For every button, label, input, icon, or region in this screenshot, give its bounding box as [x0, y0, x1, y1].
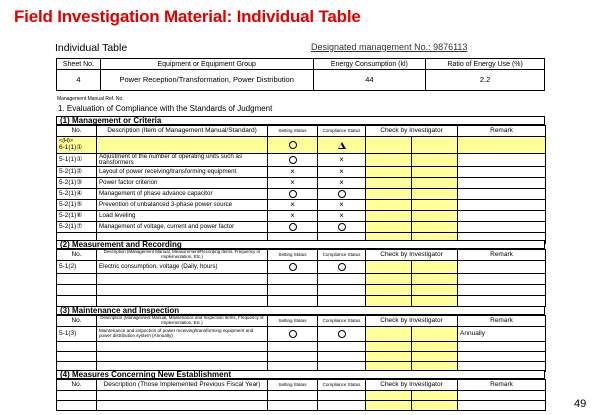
investigator-check-cell[interactable] [366, 167, 412, 178]
maintenance-inspection-table [56, 315, 546, 372]
investigator-check-cell[interactable] [412, 137, 458, 154]
table-row [57, 285, 546, 296]
compliance-status-cell [318, 178, 366, 189]
investigator-check-cell[interactable] [366, 285, 412, 296]
column-header-row [57, 250, 546, 261]
col-header-description: Description (Management Manual, Measurement/Recording Items, Frequency of Implementation, Etc.) [97, 250, 268, 261]
investigator-check-cell[interactable] [366, 200, 412, 211]
row-number: 5-2(1)④ [57, 189, 97, 200]
row-number: 5-1(2) [57, 261, 97, 274]
compliance-status-cell [318, 391, 366, 401]
setting-status-cell [268, 189, 318, 200]
cross-mark-icon: × [290, 200, 295, 210]
compliance-status-cell [318, 274, 366, 285]
table-row [57, 296, 546, 307]
setting-status-cell [268, 137, 318, 154]
row-description [97, 352, 268, 362]
col-header-no: No. [57, 316, 97, 327]
cross-mark-icon: × [290, 211, 295, 221]
compliance-status-cell [318, 200, 366, 211]
investigator-check-cell[interactable] [412, 167, 458, 178]
col-header-remark: Remark [458, 380, 546, 391]
row-description [97, 296, 268, 307]
header-equipment: Equipment or Equipment Group [100, 59, 313, 70]
setting-status-cell [268, 261, 318, 274]
investigator-check-cell[interactable] [412, 274, 458, 285]
remark-cell[interactable] [458, 200, 546, 211]
investigator-check-cell[interactable] [366, 189, 412, 200]
investigator-check-cell[interactable] [412, 296, 458, 307]
equipment-summary-table [56, 58, 545, 91]
col-header-setting-status: Setting Status [268, 380, 318, 391]
header-energy-consumption: Energy Consumption (kl) [313, 59, 426, 70]
compliance-status-cell [318, 285, 366, 296]
setting-status-cell [268, 342, 318, 352]
row-description [97, 137, 268, 154]
col-header-compliance-status: Compliance Status [318, 126, 366, 137]
cross-mark-icon: × [339, 211, 344, 221]
row-description: Electric consumption, voltage (Daily, hours) [97, 261, 268, 274]
measurement-recording-table [56, 249, 546, 307]
table-row [57, 167, 546, 178]
row-number [57, 285, 97, 296]
col-header-no: No. [57, 250, 97, 261]
remark-cell[interactable] [458, 401, 546, 411]
row-description [97, 391, 268, 401]
circle-mark-icon [338, 330, 346, 338]
circle-mark-icon [289, 223, 297, 231]
investigator-check-cell[interactable] [366, 274, 412, 285]
row-description [97, 401, 268, 411]
remark-cell[interactable]: Annually [458, 327, 546, 342]
investigator-check-cell[interactable] [412, 200, 458, 211]
table-row [57, 352, 546, 362]
investigator-check-cell[interactable] [412, 352, 458, 362]
table-row [57, 200, 546, 211]
evaluation-title: 1. Evaluation of Compliance with the Standards of Judgment [58, 104, 273, 113]
cross-mark-icon: × [290, 178, 295, 188]
col-header-check-by-investigator: Check by Investigator [366, 250, 458, 261]
col-header-setting-status: Setting Status [268, 126, 318, 137]
investigator-check-cell[interactable] [366, 391, 412, 401]
table-row [57, 274, 546, 285]
row-number [57, 342, 97, 352]
compliance-status-cell [318, 211, 366, 222]
cross-mark-icon: × [339, 178, 344, 188]
col-header-no: No. [57, 126, 97, 137]
col-header-no: No. [57, 380, 97, 391]
column-header-row [57, 126, 546, 137]
row-label: <(H)> [59, 138, 74, 144]
remark-cell[interactable] [458, 189, 546, 200]
row-number: 5-2(1)⑥ [57, 211, 97, 222]
remark-cell[interactable] [458, 211, 546, 222]
investigator-check-cell[interactable] [366, 154, 412, 167]
investigator-check-cell[interactable] [366, 401, 412, 411]
compliance-status-cell [318, 189, 366, 200]
compliance-status-cell [318, 261, 366, 274]
table-row [57, 137, 546, 154]
circle-mark-icon [289, 263, 297, 271]
section-title-management: (1) Management or Criteria [56, 116, 545, 125]
remark-cell[interactable] [458, 352, 546, 362]
circle-mark-icon [289, 330, 297, 338]
row-number [57, 274, 97, 285]
cross-mark-icon: × [339, 155, 344, 165]
investigator-check-cell[interactable] [366, 352, 412, 362]
row-description: Power factor criterion [97, 178, 268, 189]
table-row [57, 154, 546, 167]
investigator-check-cell[interactable] [412, 327, 458, 342]
setting-status-cell [268, 401, 318, 411]
setting-status-cell [268, 352, 318, 362]
row-number: 5-2(1)③ [57, 178, 97, 189]
setting-status-cell [268, 211, 318, 222]
investigator-check-cell[interactable] [412, 391, 458, 401]
col-header-remark: Remark [458, 250, 546, 261]
setting-status-cell [268, 327, 318, 342]
row-number: 5-2(1)⑤ [57, 200, 97, 211]
compliance-status-cell [318, 222, 366, 233]
header-sheet-no: Sheet No. [57, 59, 101, 70]
row-description: Layout of power receiving/transforming equipment [97, 167, 268, 178]
setting-status-cell [268, 178, 318, 189]
setting-status-cell [268, 167, 318, 178]
investigator-check-cell[interactable] [412, 154, 458, 167]
remark-cell[interactable] [458, 285, 546, 296]
col-header-check-by-investigator: Check by Investigator [366, 126, 458, 137]
investigator-check-cell[interactable] [412, 222, 458, 233]
row-number: 5-1(3) [57, 327, 97, 342]
compliance-status-cell [318, 154, 366, 167]
compliance-status-cell [318, 327, 366, 342]
subtitle: Individual Table [55, 42, 128, 54]
investigator-check-cell[interactable] [412, 342, 458, 352]
col-header-check-by-investigator: Check by Investigator [366, 316, 458, 327]
new-establishment-table [56, 379, 546, 411]
col-header-remark: Remark [458, 316, 546, 327]
remark-cell[interactable] [458, 222, 546, 233]
remark-cell[interactable] [458, 391, 546, 401]
table-row [57, 222, 546, 233]
investigator-check-cell[interactable] [366, 178, 412, 189]
table-row [57, 261, 546, 274]
col-header-description: Description (Those Implemented Previous Fiscal Year) [97, 380, 268, 391]
ratio-energy-use-value: 2.2 [426, 70, 545, 91]
column-header-row [57, 380, 546, 391]
cross-mark-icon: × [339, 167, 344, 177]
compliance-status-cell [318, 137, 366, 154]
setting-status-cell [268, 222, 318, 233]
page-title: Field Investigation Material: Individual Table [14, 7, 361, 26]
remark-cell[interactable] [458, 296, 546, 307]
setting-status-cell [268, 296, 318, 307]
table-row [57, 178, 546, 189]
investigator-check-cell[interactable] [412, 211, 458, 222]
remark-cell[interactable] [458, 137, 546, 154]
table-row [57, 327, 546, 342]
energy-consumption-value: 44 [313, 70, 426, 91]
column-header-row [57, 316, 546, 327]
equipment-value: Power Reception/Transformation, Power Distribution [100, 70, 313, 91]
row-description: Management of phase advance capacitor [97, 189, 268, 200]
row-description [97, 342, 268, 352]
row-description: Load leveling [97, 211, 268, 222]
remark-cell[interactable] [458, 261, 546, 274]
section-title-maintenance: (3) Maintenance and Inspection [56, 306, 545, 315]
col-header-compliance-status: Compliance Status [318, 380, 366, 391]
management-criteria-table [56, 125, 546, 244]
table-row [57, 189, 546, 200]
section-title-measurement: (2) Measurement and Recording [56, 240, 545, 249]
setting-status-cell [268, 200, 318, 211]
row-number [57, 137, 97, 154]
investigator-check-cell[interactable] [412, 261, 458, 274]
investigator-check-cell[interactable] [412, 178, 458, 189]
compliance-status-cell [318, 167, 366, 178]
row-number [57, 352, 97, 362]
row-number [57, 401, 97, 411]
row-description: Maintenance and inspection of power receiving/transforming equipment and power distribution system (Annually) [97, 327, 268, 342]
row-number: 5-1(1)① [57, 154, 97, 167]
cross-mark-icon: × [339, 200, 344, 210]
circle-mark-icon [338, 223, 346, 231]
circle-mark-icon [289, 141, 297, 149]
compliance-status-cell [318, 352, 366, 362]
management-manual-ref: Management Manual Ref. No. [57, 96, 124, 102]
setting-status-cell [268, 274, 318, 285]
circle-mark-icon [289, 156, 297, 164]
remark-cell[interactable] [458, 178, 546, 189]
setting-status-cell [268, 391, 318, 401]
row-description: Management of voltage, current and power factor [97, 222, 268, 233]
row-number: 5-2(1)⑦ [57, 222, 97, 233]
row-number: 5-2(1)② [57, 167, 97, 178]
col-header-remark: Remark [458, 126, 546, 137]
investigator-check-cell[interactable] [366, 296, 412, 307]
col-header-description: Description (Item of Management Manual/Standard) [97, 126, 268, 137]
compliance-status-cell [318, 342, 366, 352]
table-row [57, 211, 546, 222]
cross-mark-icon: × [290, 167, 295, 177]
col-header-compliance-status: Compliance Status [318, 316, 366, 327]
col-header-compliance-status: Compliance Status [318, 250, 366, 261]
remark-cell[interactable] [458, 342, 546, 352]
investigator-check-cell[interactable] [366, 327, 412, 342]
col-header-setting-status: Setting Status [268, 250, 318, 261]
table-row [57, 391, 546, 401]
col-header-setting-status: Setting Status [268, 316, 318, 327]
row-number-value: 6-1(1)① [59, 143, 83, 151]
investigator-check-cell[interactable] [366, 261, 412, 274]
investigator-check-cell[interactable] [366, 222, 412, 233]
circle-mark-icon [338, 190, 346, 198]
circle-mark-icon [338, 263, 346, 271]
remark-cell[interactable] [458, 274, 546, 285]
compliance-status-cell [318, 401, 366, 411]
header-ratio-energy-use: Ratio of Energy Use (%) [426, 59, 545, 70]
designated-management-no: Designated management No.: 9876113 [311, 42, 468, 52]
table-row [57, 401, 546, 411]
circle-mark-icon [289, 190, 297, 198]
remark-cell[interactable] [458, 154, 546, 167]
row-number [57, 391, 97, 401]
row-description [97, 274, 268, 285]
investigator-check-cell[interactable] [366, 211, 412, 222]
setting-status-cell [268, 285, 318, 296]
investigator-check-cell[interactable] [412, 285, 458, 296]
row-description: Prevention of unbalanced 3-phase power source [97, 200, 268, 211]
section-title-new-establishment: (4) Measures Concerning New Establishment [56, 370, 545, 379]
triangle-mark-icon [338, 142, 346, 149]
row-number [57, 296, 97, 307]
setting-status-cell [268, 154, 318, 167]
row-description [97, 285, 268, 296]
investigator-check-cell[interactable] [366, 342, 412, 352]
investigator-check-cell[interactable] [366, 137, 412, 154]
col-header-check-by-investigator: Check by Investigator [366, 380, 458, 391]
remark-cell[interactable] [458, 167, 546, 178]
row-description: Adjustment of the number of operating units such as transformers [97, 154, 268, 167]
table-row [57, 342, 546, 352]
investigator-check-cell[interactable] [412, 401, 458, 411]
col-header-description: Description (Management Manual, Maintenance and Inspection Items, Frequency of Implementation, Etc.) [97, 316, 268, 327]
compliance-status-cell [318, 296, 366, 307]
investigator-check-cell[interactable] [412, 189, 458, 200]
page-number: 49 [574, 398, 587, 410]
sheet-no-value: 4 [57, 70, 101, 91]
